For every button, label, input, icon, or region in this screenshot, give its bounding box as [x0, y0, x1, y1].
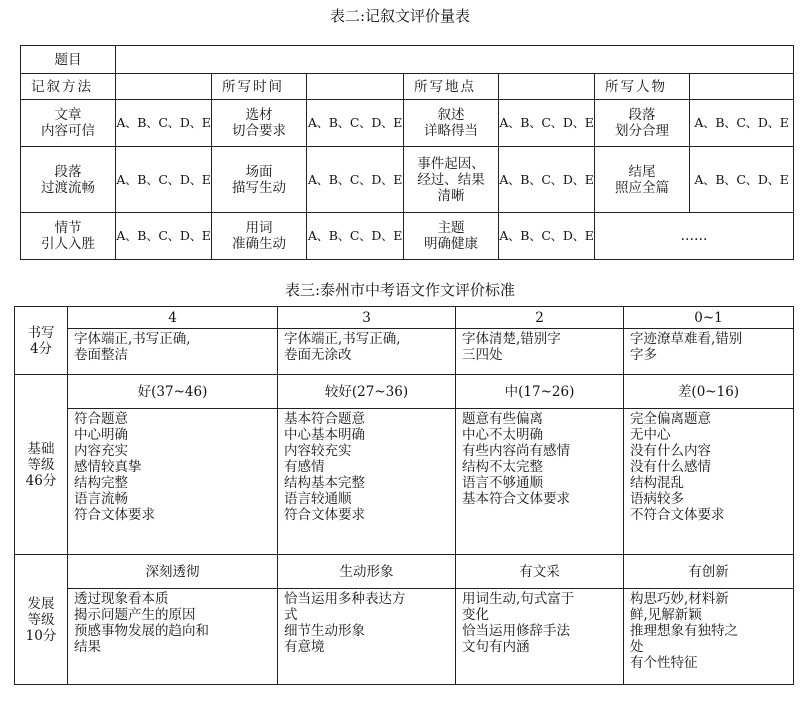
grade-options: A、B、C、D、E: [307, 147, 404, 213]
grade-options: A、B、C、D、E: [690, 100, 794, 147]
grade-options: A、B、C、D、E: [307, 100, 404, 147]
develop-criteria: 透过现象看本质 揭示问题产生的原因 预感事物发展的趋向和 结果: [68, 589, 278, 685]
person-label: 所写人物: [595, 74, 690, 100]
criterion-cell: 事件起因、 经过、结果 清晰: [404, 147, 499, 213]
method-label: 记叙方法: [21, 74, 116, 100]
time-value: [307, 74, 404, 100]
grade-options: A、B、C、D、E: [690, 147, 794, 213]
develop-criteria: 用词生动,句式富于 变化 恰当运用修辞手法 文句有内涵: [456, 589, 624, 685]
method-value: [116, 74, 212, 100]
place-value: [499, 74, 595, 100]
develop-criteria: 构思巧妙,材料新 鲜,见解新颖 推理想象有独特之 处 有个性特征: [624, 589, 794, 685]
narrative-evaluation-table: [20, 45, 794, 260]
basic-label: 基础 等级 46分: [15, 375, 68, 555]
grade-options: A、B、C、D、E: [499, 100, 595, 147]
basic-criteria: 符合题意 中心明确 内容充实 感情较真挚 结构完整 语言流畅 符合文体要求: [68, 409, 278, 555]
person-value: [690, 74, 794, 100]
criterion-cell: 场面 描写生动: [212, 147, 307, 213]
basic-criteria: 题意有些偏离 中心不太明确 有些内容尚有感情 结构不太完整 语言不够通顺 基本符合文体要求: [456, 409, 624, 555]
aspect-header: 深刻透彻: [68, 555, 278, 589]
criterion-cell: 情节 引人入胜: [21, 213, 116, 260]
writing-label: 书写 4分: [15, 307, 68, 375]
score-header: 4: [68, 307, 278, 329]
criterion-cell: 文章 内容可信: [21, 100, 116, 147]
basic-criteria: 基本符合题意 中心基本明确 内容较充实 有感情 结构基本完整 语言较通顺 符合文体要求: [278, 409, 456, 555]
criterion-cell: 主题 明确健康: [404, 213, 499, 260]
aspect-header: 有创新: [624, 555, 794, 589]
topic-value: [116, 46, 794, 74]
composition-standard-table: [14, 306, 794, 685]
criterion-cell: 叙述 详略得当: [404, 100, 499, 147]
develop-label: 发展 等级 10分: [15, 555, 68, 685]
criterion-cell: 用词 准确生动: [212, 213, 307, 260]
grade-options: A、B、C、D、E: [499, 147, 595, 213]
topic-label: 题目: [21, 46, 116, 74]
writing-desc: 字迹潦草难看,错别 字多: [624, 329, 794, 375]
level-header: 较好(27~36): [278, 375, 456, 409]
aspect-header: 生动形象: [278, 555, 456, 589]
score-header: 2: [456, 307, 624, 329]
level-header: 中(17~26): [456, 375, 624, 409]
grade-options: A、B、C、D、E: [307, 213, 404, 260]
score-header: 3: [278, 307, 456, 329]
writing-desc: 字体端正,书写正确, 卷面整洁: [68, 329, 278, 375]
grade-options: A、B、C、D、E: [499, 213, 595, 260]
table2-caption: 表二:记叙文评价量表: [329, 7, 471, 25]
grade-options: A、B、C、D、E: [116, 100, 212, 147]
level-header: 差(0~16): [624, 375, 794, 409]
criterion-cell: 段落 过渡流畅: [21, 147, 116, 213]
grade-options: A、B、C、D、E: [116, 213, 212, 260]
place-label: 所写地点: [404, 74, 499, 100]
grade-options: A、B、C、D、E: [116, 147, 212, 213]
writing-desc: 字体清楚,错别字 三四处: [456, 329, 624, 375]
time-label: 所写时间: [212, 74, 307, 100]
score-header: 0~1: [624, 307, 794, 329]
writing-desc: 字体端正,书写正确, 卷面无涂改: [278, 329, 456, 375]
table3-caption: 表三:泰州市中考语文作文评价标准: [284, 281, 516, 299]
basic-criteria: 完全偏离题意 无中心 没有什么内容 没有什么感情 结构混乱 语病较多 不符合文体要求: [624, 409, 794, 555]
level-header: 好(37~46): [68, 375, 278, 409]
ellipsis-cell: ……: [595, 213, 794, 260]
criterion-cell: 选材 切合要求: [212, 100, 307, 147]
develop-criteria: 恰当运用多种表达方 式 细节生动形象 有意境: [278, 589, 456, 685]
criterion-cell: 段落 划分合理: [595, 100, 690, 147]
aspect-header: 有文采: [456, 555, 624, 589]
criterion-cell: 结尾 照应全篇: [595, 147, 690, 213]
